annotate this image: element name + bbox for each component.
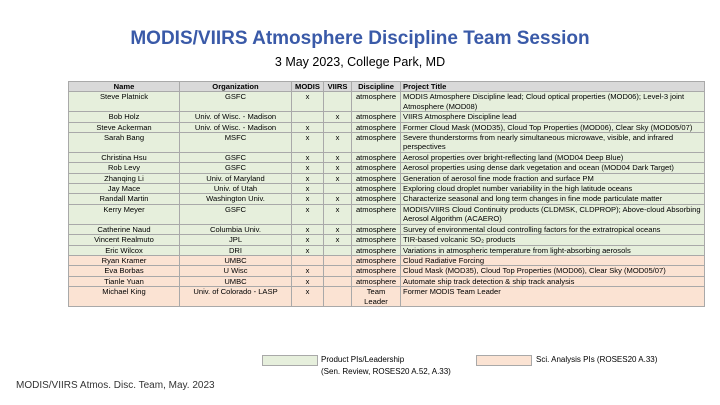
- cell-organization: GSFC: [180, 92, 292, 112]
- table-row: [69, 245, 705, 255]
- cell-viirs: [324, 266, 352, 276]
- table-row: [69, 266, 705, 276]
- cell-modis: x: [292, 224, 324, 234]
- cell-discipline: atmosphere: [352, 255, 401, 265]
- cell-viirs: [324, 255, 352, 265]
- cell-project-title: TIR-based volcanic SO₂ products: [401, 235, 705, 245]
- cell-project-title: Survey of environmental cloud controlling factors for the extratropical oceans: [401, 224, 705, 234]
- cell-project-title: VIIRS Atmosphere Discipline lead: [401, 112, 705, 122]
- cell-name: Rob Levy: [69, 163, 180, 173]
- cell-viirs: x: [324, 152, 352, 162]
- cell-modis: x: [292, 235, 324, 245]
- legend-green-swatch: [262, 355, 318, 366]
- cell-modis: x: [292, 266, 324, 276]
- table-row: [69, 194, 705, 204]
- cell-project-title: Former MODIS Team Leader: [401, 287, 705, 307]
- cell-organization: Univ. of Maryland: [180, 173, 292, 183]
- cell-project-title: Aerosol properties over bright-reflecting land (MOD04 Deep Blue): [401, 152, 705, 162]
- cell-organization: Univ. of Wisc. - Madison: [180, 112, 292, 122]
- cell-discipline: atmosphere: [352, 133, 401, 153]
- column-header-modis: MODIS: [292, 82, 324, 92]
- cell-viirs: [324, 92, 352, 112]
- cell-organization: GSFC: [180, 152, 292, 162]
- cell-name: Ryan Kramer: [69, 255, 180, 265]
- table-row: [69, 276, 705, 286]
- cell-discipline: atmosphere: [352, 194, 401, 204]
- cell-organization: UMBC: [180, 276, 292, 286]
- table-row: [69, 255, 705, 265]
- cell-discipline: atmosphere: [352, 152, 401, 162]
- legend-peach-label: Sci. Analysis PIs (ROSES20 A.33): [536, 355, 658, 364]
- cell-project-title: Cloud Mask (MOD35), Cloud Top Properties (MOD06), Clear Sky (MOD05/07): [401, 266, 705, 276]
- cell-project-title: Severe thunderstorms from nearly simultaneous microwave, visible, and infrared perspectives: [401, 133, 705, 153]
- cell-discipline: atmosphere: [352, 173, 401, 183]
- cell-discipline: atmosphere: [352, 204, 401, 224]
- cell-viirs: x: [324, 112, 352, 122]
- cell-name: Eva Borbas: [69, 266, 180, 276]
- table-row: [69, 133, 705, 153]
- cell-name: Tianle Yuan: [69, 276, 180, 286]
- cell-modis: [292, 112, 324, 122]
- table-row: [69, 112, 705, 122]
- table-row: [69, 224, 705, 234]
- cell-modis: x: [292, 276, 324, 286]
- cell-organization: Washington Univ.: [180, 194, 292, 204]
- table-row: [69, 92, 705, 112]
- table-row: [69, 204, 705, 224]
- cell-name: Steve Platnick: [69, 92, 180, 112]
- cell-project-title: Aerosol properties using dense dark vegetation and ocean (MOD04 Dark Target): [401, 163, 705, 173]
- slide-subtitle: 3 May 2023, College Park, MD: [274, 55, 446, 69]
- table-header-row: [69, 82, 705, 92]
- cell-viirs: x: [324, 224, 352, 234]
- cell-modis: x: [292, 287, 324, 307]
- cell-name: Vincent Realmuto: [69, 235, 180, 245]
- table-row: [69, 235, 705, 245]
- cell-discipline: atmosphere: [352, 245, 401, 255]
- cell-viirs: x: [324, 194, 352, 204]
- cell-discipline: atmosphere: [352, 235, 401, 245]
- cell-name: Eric Wilcox: [69, 245, 180, 255]
- cell-project-title: Characterize seasonal and long term changes in fine mode particulate matter: [401, 194, 705, 204]
- cell-name: Randall Martin: [69, 194, 180, 204]
- cell-organization: UMBC: [180, 255, 292, 265]
- cell-modis: x: [292, 204, 324, 224]
- cell-organization: GSFC: [180, 163, 292, 173]
- cell-modis: x: [292, 92, 324, 112]
- table-row: [69, 152, 705, 162]
- cell-organization: Univ. of Wisc. - Madison: [180, 122, 292, 132]
- cell-organization: MSFC: [180, 133, 292, 153]
- column-header-discipline: Discipline: [352, 82, 401, 92]
- cell-discipline: atmosphere: [352, 163, 401, 173]
- cell-viirs: x: [324, 204, 352, 224]
- cell-discipline: atmosphere: [352, 276, 401, 286]
- cell-name: Christina Hsu: [69, 152, 180, 162]
- cell-modis: x: [292, 163, 324, 173]
- table-row: [69, 163, 705, 173]
- cell-project-title: MODIS Atmosphere Discipline lead; Cloud optical properties (MOD06); Level-3 joint Atmosphere (MOD08): [401, 92, 705, 112]
- column-header-viirs: VIIRS: [324, 82, 352, 92]
- cell-organization: DRI: [180, 245, 292, 255]
- cell-discipline: atmosphere: [352, 184, 401, 194]
- cell-modis: x: [292, 133, 324, 153]
- cell-organization: Columbia Univ.: [180, 224, 292, 234]
- cell-modis: x: [292, 184, 324, 194]
- cell-discipline: atmosphere: [352, 92, 401, 112]
- cell-viirs: x: [324, 173, 352, 183]
- cell-project-title: MODIS/VIIRS Cloud Continuity products (CLDMSK, CLDPROP); Above-cloud Absorbing Aerosol Algorithm (ACAERO): [401, 204, 705, 224]
- cell-viirs: [324, 287, 352, 307]
- cell-name: Steve Ackerman: [69, 122, 180, 132]
- cell-name: Michael King: [69, 287, 180, 307]
- team-table: [68, 81, 705, 307]
- cell-name: Sarah Bang: [69, 133, 180, 153]
- cell-discipline: Team Leader: [352, 287, 401, 307]
- cell-name: Catherine Naud: [69, 224, 180, 234]
- cell-project-title: Cloud Radiative Forcing: [401, 255, 705, 265]
- cell-organization: GSFC: [180, 204, 292, 224]
- column-header-organization: Organization: [180, 82, 292, 92]
- cell-viirs: [324, 276, 352, 286]
- cell-name: Bob Holz: [69, 112, 180, 122]
- cell-viirs: x: [324, 163, 352, 173]
- cell-organization: Univ. of Colorado - LASP: [180, 287, 292, 307]
- cell-project-title: Generation of aerosol fine mode fraction and surface PM: [401, 173, 705, 183]
- cell-organization: U Wisc: [180, 266, 292, 276]
- cell-discipline: atmosphere: [352, 122, 401, 132]
- table-row: [69, 184, 705, 194]
- cell-project-title: Automate ship track detection & ship track analysis: [401, 276, 705, 286]
- cell-viirs: [324, 122, 352, 132]
- column-header-project-title: Project Title: [401, 82, 705, 92]
- cell-modis: x: [292, 122, 324, 132]
- cell-modis: x: [292, 152, 324, 162]
- cell-modis: [292, 255, 324, 265]
- cell-modis: x: [292, 245, 324, 255]
- cell-organization: Univ. of Utah: [180, 184, 292, 194]
- table-body: [69, 92, 705, 307]
- cell-viirs: x: [324, 133, 352, 153]
- cell-organization: JPL: [180, 235, 292, 245]
- cell-viirs: x: [324, 235, 352, 245]
- legend-green-sublabel: (Sen. Review, ROSES20 A.52, A.33): [321, 367, 451, 376]
- table-row: [69, 287, 705, 307]
- cell-project-title: Variations in atmospheric temperature from light-absorbing aerosols: [401, 245, 705, 255]
- cell-viirs: [324, 184, 352, 194]
- cell-project-title: Exploring cloud droplet number variability in the high latitude oceans: [401, 184, 705, 194]
- cell-discipline: atmosphere: [352, 224, 401, 234]
- cell-viirs: [324, 245, 352, 255]
- cell-modis: x: [292, 194, 324, 204]
- cell-discipline: atmosphere: [352, 266, 401, 276]
- slide-footer: MODIS/VIIRS Atmos. Disc. Team, May. 2023: [16, 380, 215, 391]
- cell-name: Jay Mace: [69, 184, 180, 194]
- legend-peach-swatch: [476, 355, 532, 366]
- table-row: [69, 122, 705, 132]
- legend-green-label: Product PIs/Leadership: [321, 355, 405, 364]
- cell-discipline: atmosphere: [352, 112, 401, 122]
- table-row: [69, 173, 705, 183]
- cell-modis: x: [292, 173, 324, 183]
- cell-project-title: Former Cloud Mask (MOD35), Cloud Top Properties (MOD06), Clear Sky (MOD05/07): [401, 122, 705, 132]
- cell-name: Kerry Meyer: [69, 204, 180, 224]
- column-header-name: Name: [69, 82, 180, 92]
- slide-title: MODIS/VIIRS Atmosphere Discipline Team Session: [130, 28, 590, 49]
- cell-name: Zhanqing Li: [69, 173, 180, 183]
